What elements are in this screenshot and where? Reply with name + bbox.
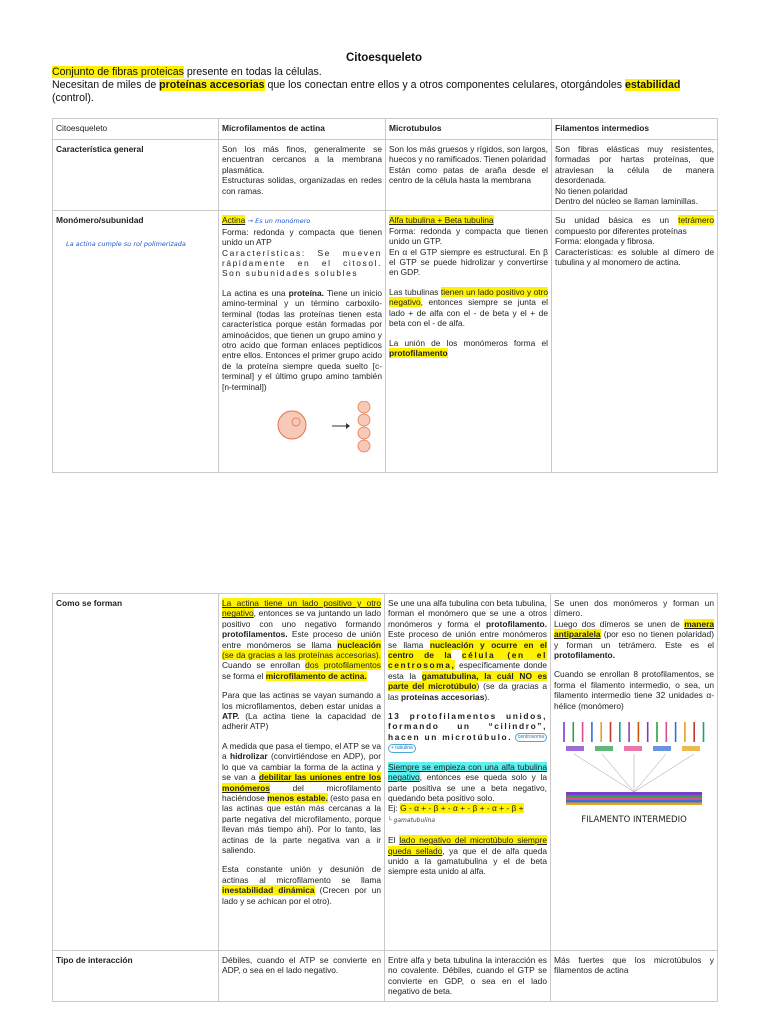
cytoskeleton-table-1 (52, 118, 718, 473)
handwritten-note: La actina cumple su rol polimerizada (66, 239, 186, 248)
table-row-caracteristica (53, 140, 718, 211)
actina-circle-drawing (278, 411, 306, 439)
cell-intermedios: Más fuertes que los microtúbulos y filamentos de actina (551, 951, 718, 1002)
cell-microtubulos: Se une una alfa tubulina con beta tubulina, forman el monómero que se une a otros monómeros y forma el protofilamento. Este proceso de unión entre monómeros se llama nucleación y ocurre en el centro de la célula (en el centrosoma, específicamente donde esta la gamatubulina, la cuál NO es parte del microtúbulo) (se da gracias a las proteínas accesorias). 13 protofilamentos unidos, formando un “cilindro”, hacen un microtúbulo. centrosoma + tubulina Siempre se empieza con una alfa tubulina negativo, entonces ese queda solo y la parte positiva se une a beta negativo, quedando beta positivo solo. Ej: G - α + - β + - α + - β + - α + - β + └ gamatubulina El lado negativo del microtúbulo siempre queda sellado, ya que el de alfa queda unido a la gamatubulina y el de beta siempre esta unido al alfa. (385, 594, 551, 951)
table-row-interaccion (53, 951, 718, 1002)
table-row-monomero (53, 211, 718, 473)
filamento-intermedio-caption: FILAMENTO INTERMEDIO (581, 815, 687, 826)
cell-intermedios: Son fibras elásticas muy resistentes, formadas por hartas proteínas, que atraviesan la célula de manera desordenada. No tienen polaridad Dentro del núcleo se llaman laminillas. (552, 140, 718, 211)
dimer-block-drawing (682, 746, 700, 751)
cell-actina: La actina tiene un lado positivo y otro negativo, entonces se va juntando un lado positivo con uno negativo formando protofilamentos. Este proceso de unión entre monómeros se llama nucleación (se da gracias a las proteínas accesorias). Cuando se enrollan dos protofilamentos se forma el microfilamento de actina. Para que las actinas se vayan sumando a los microfilamentos, deben estar unidas a ATP. (La actina tiene la capacidad de adherir ATP) A medida que pasa el tiempo, el ATP se va a hidrolizar (convirtiéndose en ADP), por lo que va cambiar la forma de la actina y se van a debilitar las uniones entre los monómeros del microfilamento haciéndose menos estable. (esto pasa en las actinas que están más cercanas a la parte negativa del microfilamento, porque llevan más tiempo ahí). Por lo tanto, las actinas de la parte negativa van a ir saliendo. Esta constante unión y desunión de actinas al microfilamento se llama inestabilidad dinámica (Crecen por un lado y se achican por el otro). (219, 594, 385, 951)
cell-microtubulos: Son los más gruesos y rígidos, son largos, huecos y no ramificados. Tienen polaridad Están como patas de araña desde el centro de la célula hasta la membrana (386, 140, 552, 211)
row-label-cell (53, 211, 219, 473)
cell-actina: Débiles, cuando el ATP se convierte en ADP, o sea en el lado negativo. (219, 951, 385, 1002)
table-header-row (53, 119, 718, 140)
cytoskeleton-table-2 (52, 593, 718, 1002)
table-row-como-se-forman (53, 594, 718, 951)
filamento-intermedio-drawing (554, 720, 714, 828)
header-citoesqueleto: Citoesqueleto (53, 119, 219, 140)
tubulina-pill-drawing: + tubulina (388, 744, 416, 753)
header-microtubulos: Microtubulos (386, 119, 552, 140)
dimer-block-drawing (595, 746, 613, 751)
intro-line-2: Necesitan de miles de proteínas accesorias que los conectan entre ellos y a otros componentes celulares, otorgándoles estabilidad (control). (52, 79, 681, 104)
dimer-block-drawing (624, 746, 642, 751)
header-intermedios: Filamentos intermedios (552, 119, 718, 140)
intro-text (52, 66, 722, 105)
cell-intermedios: Su unidad básica es un tetrámero compuesto por diferentes proteínas Forma: elongada y fibrosa. Características: es soluble al dímero de tubulina y al monomero de actina. (552, 211, 718, 473)
actina-drawing (222, 401, 382, 459)
row-label: Tipo de interacción (53, 951, 219, 1002)
cell-intermedios: Se unen dos monómeros y forman un dímero. Luego dos dímeros se unen de manera antiparalela (por eso no tienen polaridad) y forman un tetrámero. Este es el protofilamento. Cuando se enrollan 8 protofilamentos, se forma el filamento intermedio, o sea, un filamento intermedio tiene 32 unidades α- hélice (monómero) FILAMENTO INTERMEDIO (551, 594, 718, 951)
intro-line-1: Conjunto de fibras proteicas presente en todas la células. (52, 66, 322, 78)
row-label: Como se forman (53, 594, 219, 951)
row-label: Monómero/subunidad (56, 215, 144, 226)
cell-actina: Actina → Es un monómero Forma: redonda y compacta que tienen unido un ATP Características: Se mueven rápidamente en el citosol. Son subunidades solubles La actina es una proteína. Tiene un inicio amino-terminal y un término carboxilo-terminal (todas las proteínas tienen esta característica porque están formadas por aminoácidos, que tienen un grupo amino y otro acido que forman enlaces peptídicos entre ellos. Entonces el primer grupo acido de la proteína siempre queda suelto [c-terminal] y el último grupo amino también [n-terminal]) (219, 211, 386, 473)
dimer-block-drawing (566, 746, 584, 751)
cell-actina: Son los más finos, generalmente se encuentran cercanos a la membrana plasmática. Estructuras solidas, organizadas en redes con ramas. (219, 140, 386, 211)
cell-microtubulos: Alfa tubulina + Beta tubulina Forma: redonda y compacta que tienen unido un GTP. En α el GTP siempre es estructural. En β el GTP se puede hidrolizar y convertirse en GDP. Las tubulinas tienen un lado positivo y otro negativo, entonces siempre se junta el lado + de alfa con el - de beta y el + de beta con el - de alfa. La unión de los monómeros forma el protofilamento (386, 211, 552, 473)
row-label: Característica general (53, 140, 219, 211)
dimer-block-drawing (653, 746, 671, 751)
cell-microtubulos: Entre alfa y beta tubulina la interacción es no covalente. Débiles, cuando el GTP se convierte en GDP, o sea en el lado negativo de beta. (385, 951, 551, 1002)
page-title: Citoesqueleto (345, 52, 423, 64)
centrosoma-pill-drawing: centrosoma (515, 733, 547, 742)
header-actina: Microfilamentos de actina (219, 119, 386, 140)
